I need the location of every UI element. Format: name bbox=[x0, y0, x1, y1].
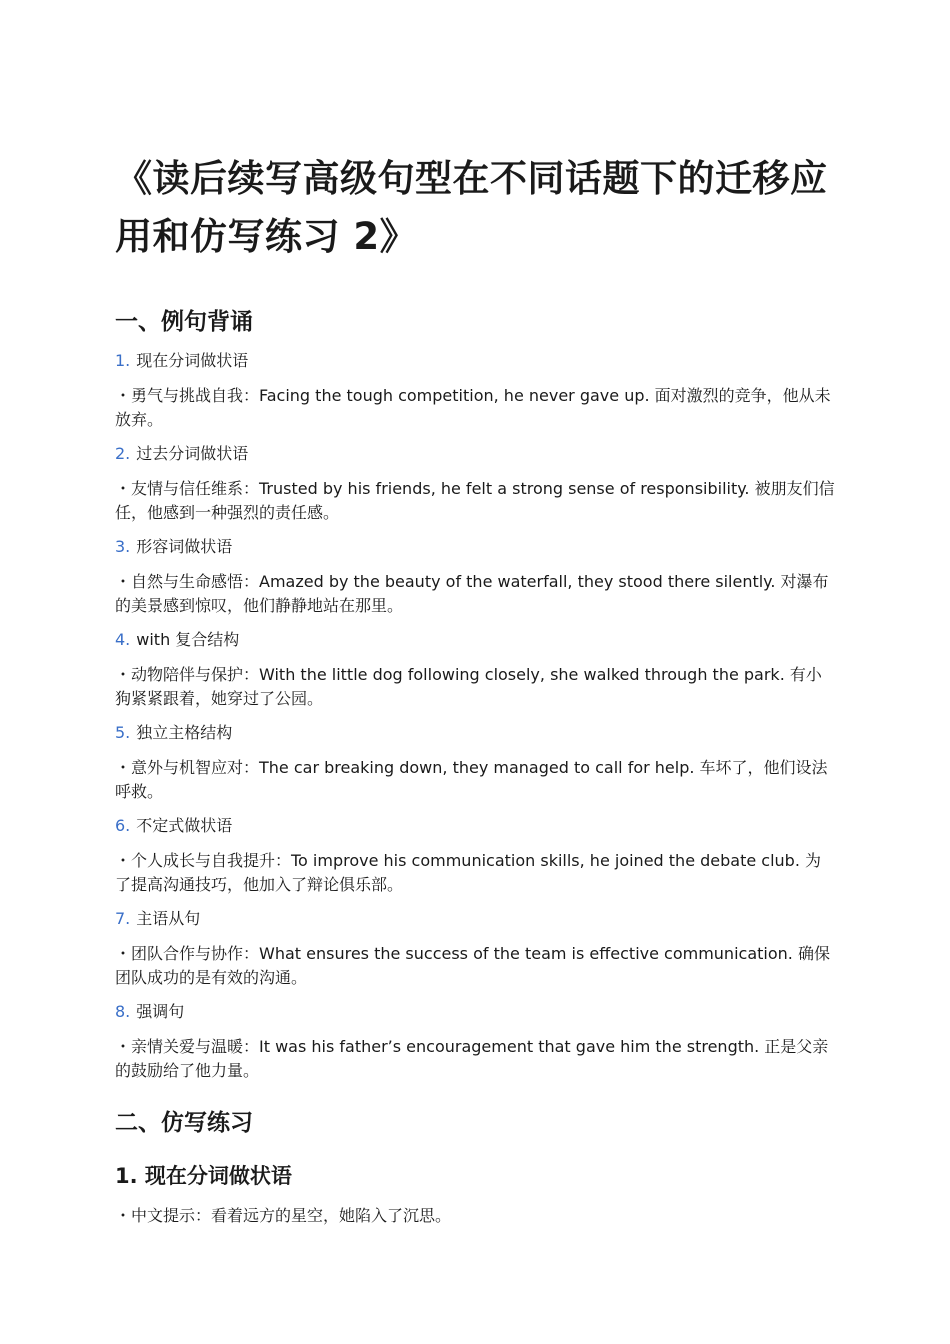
example-sentence: ・团队合作与协作：What ensures the success of the team is effective communication. 确保团队成功的是有效的沟通。 bbox=[115, 944, 830, 987]
example-sentence: ・意外与机智应对：The car breaking down, they managed to call for help. 车坏了，他们设法呼救。 bbox=[115, 758, 828, 801]
item-number: 6. bbox=[115, 816, 131, 835]
item-label: 现在分词做状语 bbox=[136, 351, 249, 370]
document-title: 《读后续写高级句型在不同话题下的迁移应用和仿写练习 2》 bbox=[115, 157, 828, 258]
item-label: 独立主格结构 bbox=[136, 723, 233, 742]
example-sentence: ・亲情关爱与温暖：It was his father’s encouragement that gave him the strength. 正是父亲的鼓励给了他力量。 bbox=[115, 1037, 829, 1080]
item-label: 强调句 bbox=[136, 1002, 185, 1021]
example-sentence: ・勇气与挑战自我：Facing the tough competition, he never gave up. 面对激烈的竞争，他从未放弃。 bbox=[115, 386, 831, 429]
item-number: 3. bbox=[115, 537, 131, 556]
list-item bbox=[115, 908, 200, 930]
section-heading-recitation: 一、例句背诵 bbox=[115, 309, 253, 335]
example-sentence: ・个人成长与自我提升：To improve his communication skills, he joined the debate club. 为了提高沟通技巧，他加入了辩论俱乐部。 bbox=[115, 851, 822, 894]
item-number: 8. bbox=[115, 1002, 131, 1021]
item-number: 1. bbox=[115, 351, 131, 370]
section-heading-practice: 二、仿写练习 bbox=[115, 1110, 253, 1136]
item-label: 不定式做状语 bbox=[136, 816, 233, 835]
list-item bbox=[115, 443, 248, 465]
item-number: 4. bbox=[115, 630, 131, 649]
example-sentence: ・自然与生命感悟：Amazed by the beauty of the waterfall, they stood there silently. 对瀑布的美景感到惊叹，他们静静地站在那里。 bbox=[115, 572, 829, 615]
example-sentence: ・动物陪伴与保护：With the little dog following closely, she walked through the park. 有小狗紧紧跟着，她穿过了公园。 bbox=[115, 665, 822, 708]
list-item bbox=[115, 815, 232, 837]
subsection-heading: 1. 现在分词做状语 bbox=[115, 1164, 292, 1188]
item-label: 主语从句 bbox=[136, 909, 201, 928]
practice-prompt: ・中文提示：看着远方的星空，她陷入了沉思。 bbox=[115, 1206, 452, 1225]
item-label: 过去分词做状语 bbox=[136, 444, 249, 463]
list-item bbox=[115, 722, 232, 744]
list-item bbox=[115, 1001, 184, 1023]
list-item bbox=[115, 629, 239, 651]
item-number: 5. bbox=[115, 723, 131, 742]
item-label: with 复合结构 bbox=[136, 630, 240, 649]
example-sentence: ・友情与信任维系：Trusted by his friends, he felt a strong sense of responsibility. 被朋友们信任，他感到一种强烈的责任感。 bbox=[115, 479, 835, 522]
item-label: 形容词做状语 bbox=[136, 537, 233, 556]
list-item bbox=[115, 350, 248, 372]
item-number: 2. bbox=[115, 444, 131, 463]
list-item bbox=[115, 536, 232, 558]
item-number: 7. bbox=[115, 909, 131, 928]
